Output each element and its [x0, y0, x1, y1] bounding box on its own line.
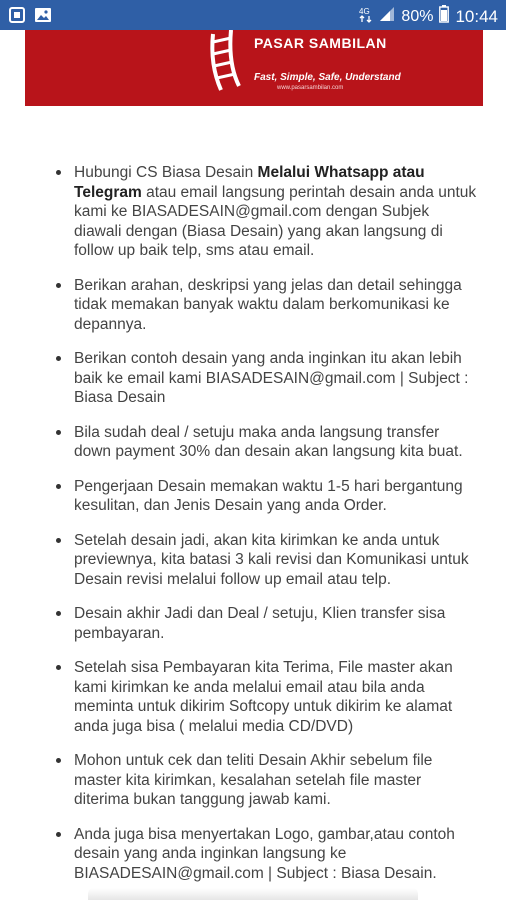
bullet-icon	[56, 356, 61, 361]
battery-percent: 80%	[401, 7, 434, 25]
header-banner	[25, 30, 483, 106]
bullet-icon	[56, 611, 61, 616]
list-item: Pengerjaan Desain memakan waktu 1-5 hari bergantung kesulitan, dan Jenis Desain yang anda Order.	[50, 477, 480, 516]
list-item: Anda juga bisa menyertakan Logo, gambar,atau contoh desain yang anda inginkan langsung ke BIASADESAIN@gmail.com | Subject : Biasa Desain.	[50, 825, 480, 884]
bullet-icon	[56, 484, 61, 489]
banner-url: www.pasarsambilan.com	[277, 85, 344, 91]
bullet-icon	[56, 665, 61, 670]
list-item: Hubungi CS Biasa Desain Melalui Whatsapp atau Telegram atau email langsung perintah desain anda untuk kami ke BIASADESAIN@gmail.com dengan Subjek diawali dengan (Biasa Desain) yang akan langsung di follow up baik telp, sms atau email.	[50, 163, 480, 261]
4g-icon	[359, 5, 373, 28]
instruction-list	[50, 163, 480, 898]
bullet-icon	[56, 758, 61, 763]
clock-time: 10:44	[455, 6, 498, 26]
list-item: Berikan arahan, deskripsi yang jelas dan detail sehingga tidak memakan banyak waktu dalam berkomunikasi ke depannya.	[50, 276, 480, 335]
signal-icon	[379, 6, 395, 27]
bold-text: Melalui Whatsapp atau Telegram	[74, 164, 425, 201]
list-item: Bila sudah deal / setuju maka anda langsung transfer down payment 30% dan desain akan langsung kita buat.	[50, 423, 480, 462]
screenshot-icon	[8, 6, 26, 29]
banner-tagline: Fast, Simple, Safe, Understand	[254, 72, 401, 83]
next-section-edge	[88, 888, 418, 900]
list-item: Setelah desain jadi, akan kita kirimkan ke anda untuk previewnya, kita batasi 3 kali revisi dan Komunikasi untuk Desain revisi melalui follow up email atau telp.	[50, 531, 480, 590]
status-bar	[0, 0, 506, 30]
ladder-logo-icon	[207, 30, 247, 106]
bullet-icon	[56, 832, 61, 837]
list-item: Desain akhir Jadi dan Deal / setuju, Klien transfer sisa pembayaran.	[50, 604, 480, 643]
bullet-icon	[56, 430, 61, 435]
list-item: Berikan contoh desain yang anda inginkan itu akan lebih baik ke email kami BIASADESAIN@gmail.com | Subject : Biasa Desain	[50, 349, 480, 408]
svg-text:4G: 4G	[359, 7, 371, 16]
list-item: Setelah sisa Pembayaran kita Terima, File master akan kami kirimkan ke anda melalui email atau bila anda meminta untuk dikirim Softcopy untuk dikirim ke alamat anda juga bisa ( melalui media CD/DVD)	[50, 658, 480, 736]
bullet-icon	[56, 283, 61, 288]
list-item: Mohon untuk cek dan teliti Desain Akhir sebelum file master kita kirimkan, kesalahan setelah file master diterima bukan tanggung jawab kami.	[50, 751, 480, 810]
bullet-icon	[56, 170, 61, 175]
gallery-icon	[34, 6, 52, 29]
battery-icon	[439, 5, 449, 28]
bullet-icon	[56, 538, 61, 543]
banner-title: PASAR SAMBILAN	[254, 35, 387, 51]
